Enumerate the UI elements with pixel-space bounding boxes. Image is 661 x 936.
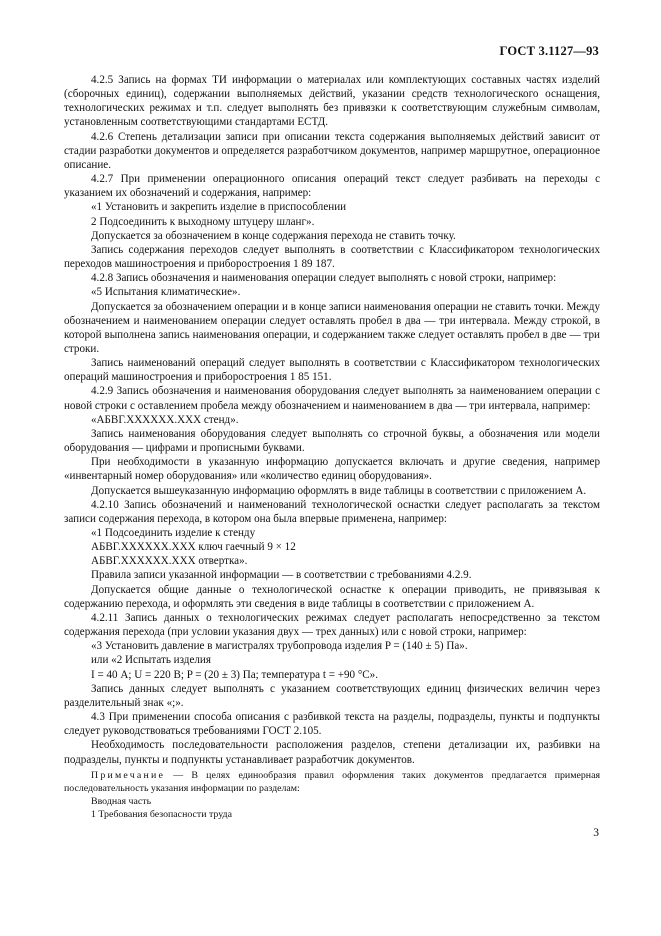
paragraph-4-3: 4.3 При применении способа описания с разбивкой текста на разделы, подразделы, пункты и подпункты следует руководствоваться требованиями ГОСТ 2.105. <box>64 711 600 738</box>
paragraph-4-2-8: 4.2.8 Запись обозначения и наименования операции следует выполнять с новой строки, например: <box>91 272 557 285</box>
example-line: АБВГ.XXXXXX.XXX отвертка». <box>91 555 248 568</box>
example-line: или «2 Испытать изделия <box>91 654 211 667</box>
example-line: «5 Испытания климатические». <box>91 286 241 299</box>
example-line: «АБВГ.XXXXXX.XXX стенд». <box>91 413 239 426</box>
paragraph-4-2-7: 4.2.7 При применении операционного описания операций текст следует разбивать на переходы с указанием их обозначений и содержания, например: <box>64 173 600 200</box>
example-line: «1 Подсоединить изделие к стенду <box>91 527 256 539</box>
paragraph: Правила записи указанной информации — в соответствии с требованиями 4.2.9. <box>91 569 472 582</box>
page-number: 3 <box>593 827 599 839</box>
example-line: I = 40 А; U = 220 В; P = (20 ± 3) Па; температура t = +90 °С». <box>91 668 379 681</box>
paragraph-4-2-6: 4.2.6 Степень детализации записи при описании текста содержания выполняемых действий зависит от стадии разработки документов и определяется разработчиком документов, например маршрутное, операционное описание. <box>64 130 600 171</box>
paragraph-4-2-9: 4.2.9 Запись обозначения и наименования оборудования следует выполнять за наименованием операции с новой строки с оставлением пробела между обозначением и наименованием в два — три интервала, например: <box>64 385 600 412</box>
paragraph: Допускается общие данные о технологической оснастке к операции приводить, не привязывая к содержанию перехода, и оформлять эти сведения в виде таблицы в соответствии с приложением А. <box>64 583 600 610</box>
paragraph: Запись данных следует выполнять с указанием соответствующих единиц физических величин через разделительный знак «;». <box>64 682 600 709</box>
page-header: ГОСТ 3.1127—93 <box>499 44 599 58</box>
note-item: 1 Требования безопасности труда <box>91 808 232 820</box>
document-body <box>64 73 600 821</box>
paragraph: Запись наименований операций следует выполнять в соответствии с Классификатором технологических операций машиностроения и приборостроения 1 85 151. <box>64 357 600 384</box>
paragraph-4-2-11: 4.2.11 Запись данных о технологических режимах следует располагать непосредственно за текстом содержания перехода (при условии указания двух — трех данных) или с новой строки, например: <box>64 611 600 639</box>
note-item: Вводная часть <box>91 795 152 807</box>
paragraph-4-2-5: 4.2.5 Запись на формах ТИ информации о материалах или комплектующих составных частях изделий (сборочных единиц), содержании выполняемых действий, указании средств технологического оснащения, технологических режимах и т.п. следует выполнять без привязки к соответствующим служебным символам, установленным соответствующими стандартами ЕСТД. <box>64 74 600 129</box>
example-line: 2 Подсоединить к выходному штуцеру шланг». <box>91 215 315 228</box>
paragraph: При необходимости в указанную информацию допускается включать и другие сведения, например «инвентарный номер оборудования» или «количество единиц оборудования». <box>64 456 600 483</box>
paragraph: Допускается за обозначением операции и в конце записи наименования операции не ставить точки. Между обозначением и наименованием операции следует оставлять пробел в два — три интервала. Между строкой, в которой выполнена запись наименования операции, и содержанием также следует оставлять пробел в две — три строки. <box>64 300 600 355</box>
paragraph: Запись наименования оборудования следует выполнять со строчной буквы, а обозначения или модели оборудования — цифрами и прописными буквами. <box>64 427 600 455</box>
paragraph: Допускается вышеуказанную информацию оформлять в виде таблицы в соответствии с приложением А. <box>91 484 587 497</box>
note-text: — В целях единообразия правил оформления таких документов предлагается примерная последовательность указания информации по разделам: <box>64 769 600 794</box>
note-label: Примечание <box>91 769 166 781</box>
example-line: АБВГ.XXXXXX.XXX ключ гаечный 9 × 12 <box>91 541 296 554</box>
example-line: «1 Установить и закрепить изделие в приспособлении <box>91 201 347 214</box>
paragraph: Необходимость последовательности расположения разделов, степени детализации их, разбивки на подразделы, пункты и подпункты устанавливает разработчик документов. <box>64 739 600 766</box>
paragraph-4-2-10: 4.2.10 Запись обозначений и наименований технологической оснастки следует располагать за текстом записи содержания перехода, в котором она была впервые применена, например: <box>64 498 600 525</box>
note <box>64 769 600 795</box>
paragraph: Допускается за обозначением в конце содержания перехода не ставить точку. <box>91 229 456 242</box>
example-line: «3 Установить давление в магистралях трубопровода изделия P = (140 ± 5) Па». <box>91 640 468 653</box>
paragraph: Запись содержания переходов следует выполнять в соответствии с Классификатором технологических переходов машиностроения и приборостроения 1 89 187. <box>64 243 600 271</box>
